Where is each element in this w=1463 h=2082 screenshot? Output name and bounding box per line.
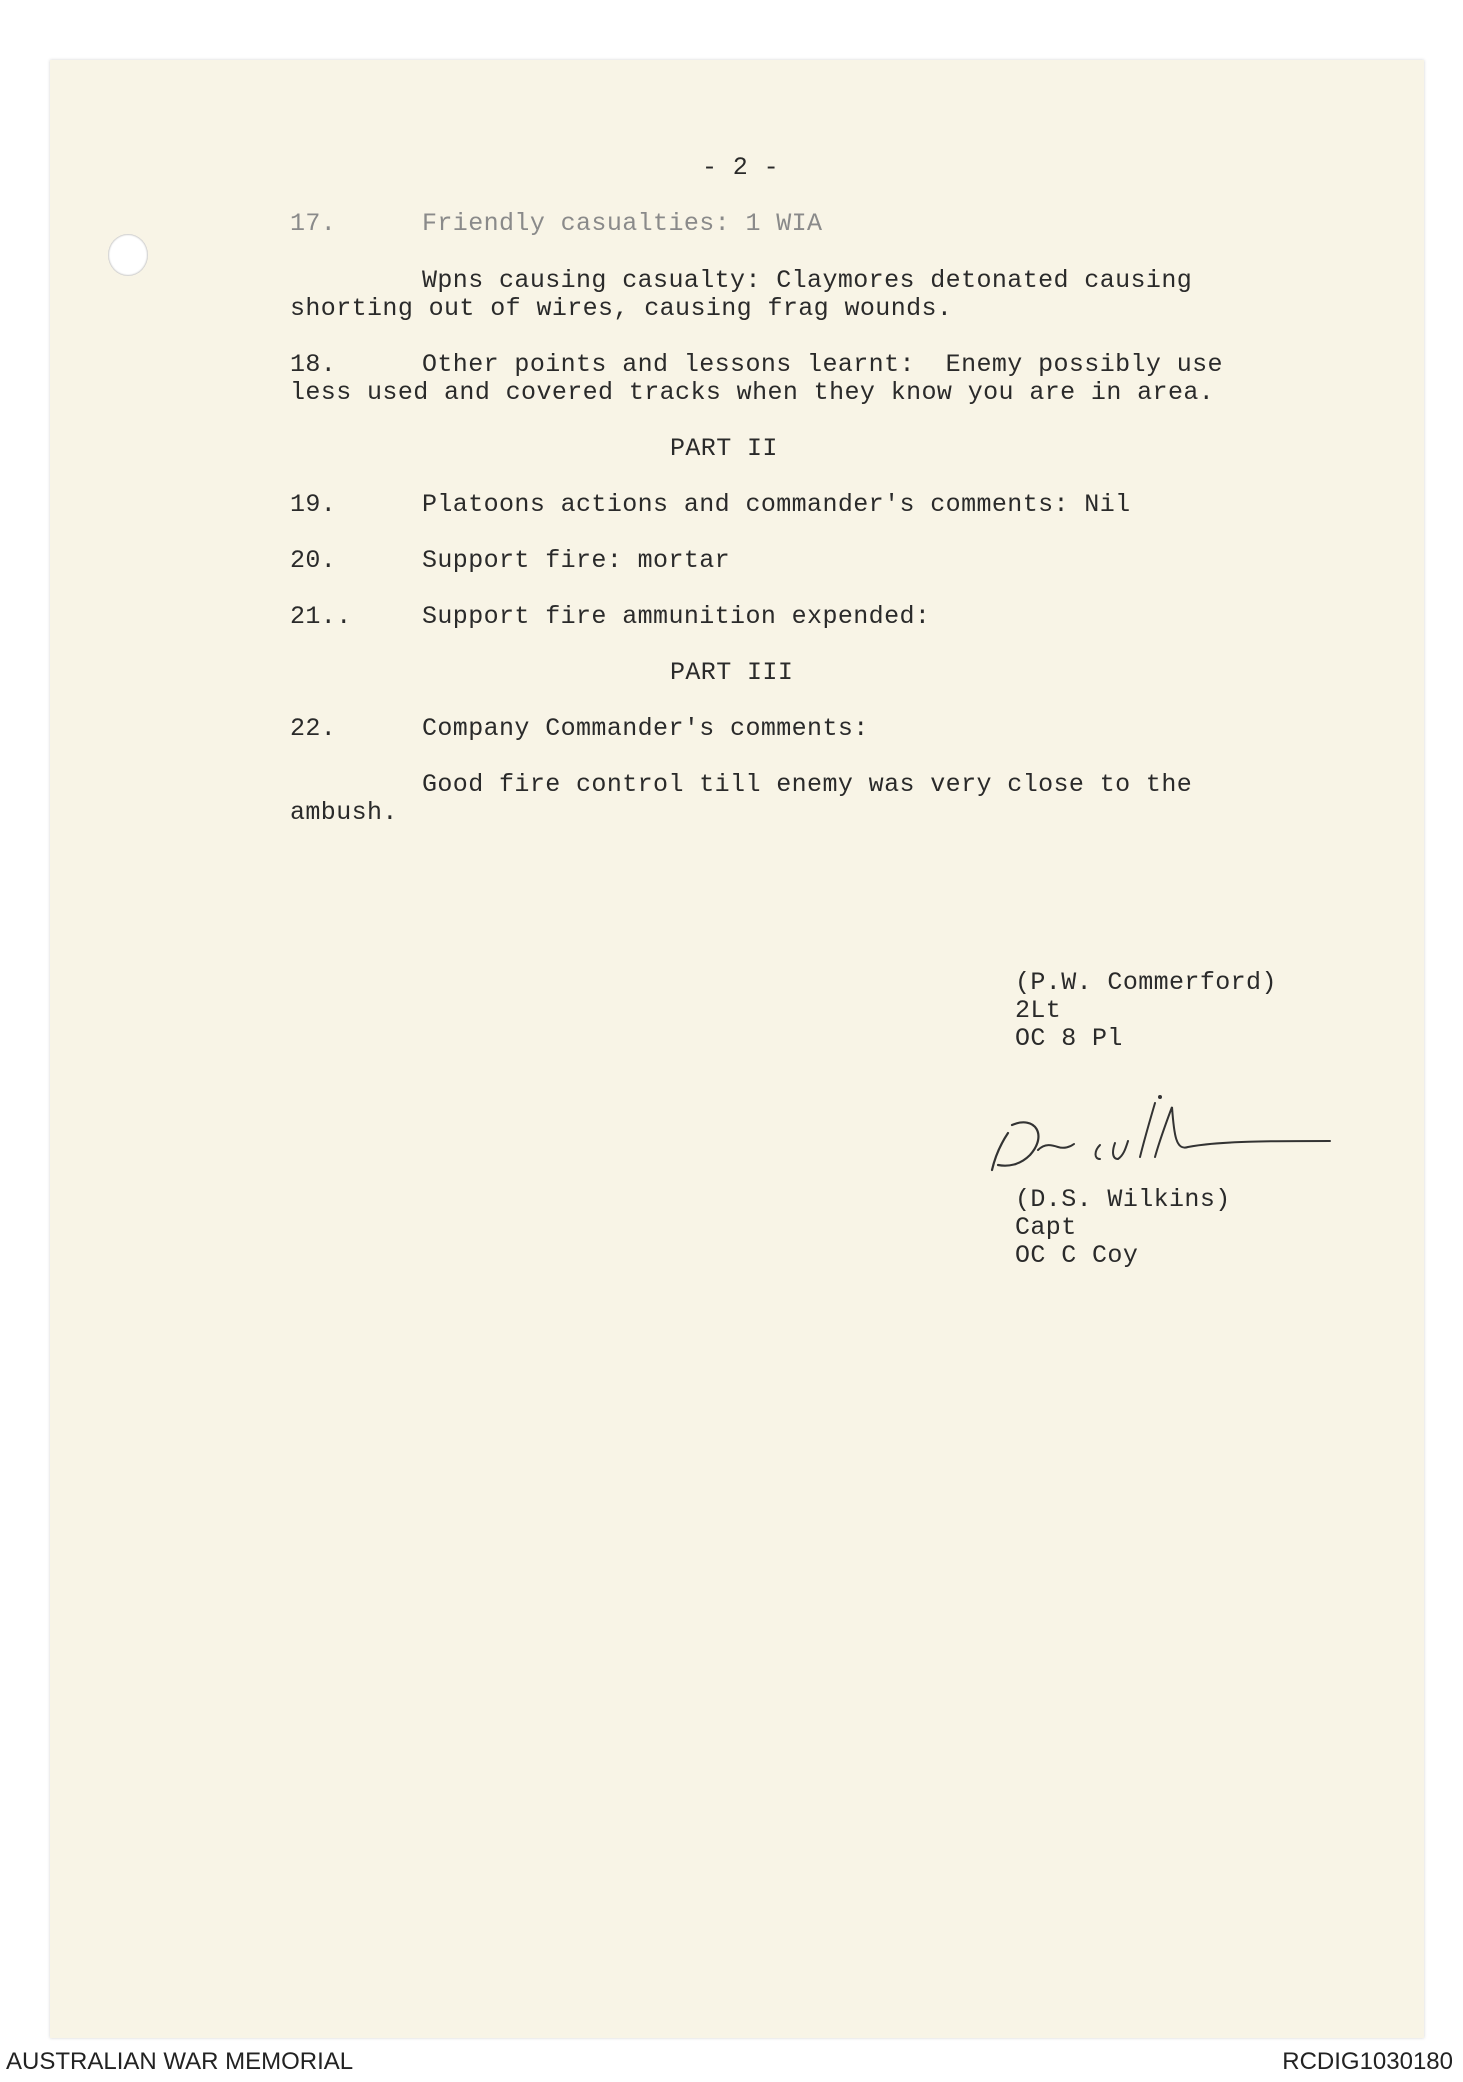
item-text-21: Support fire ammunition expended:	[422, 602, 931, 631]
item-number-19: 19.	[290, 490, 337, 519]
item-number-22: 22.	[290, 714, 337, 743]
handwritten-signature	[990, 1095, 1340, 1185]
signatory-2-rank: Capt	[1015, 1213, 1077, 1242]
part-3-heading: PART III	[670, 658, 794, 687]
item-text-18-line-2: less used and covered tracks when they know you are in area.	[290, 378, 1215, 407]
item-number-21: 21..	[290, 602, 352, 631]
punch-hole	[108, 234, 148, 276]
casualty-weapons-line-1: Wpns causing casualty: Claymores detonated causing	[422, 266, 1193, 295]
item-text-19: Platoons actions and commander's comments: Nil	[422, 490, 1131, 519]
signatory-2-name: (D.S. Wilkins)	[1015, 1185, 1231, 1214]
signatory-1-appointment: OC 8 Pl	[1015, 1024, 1123, 1053]
item-text-18-line-1: Other points and lessons learnt: Enemy possibly use	[422, 350, 1223, 379]
casualty-weapons-line-2: shorting out of wires, causing frag wounds.	[290, 294, 953, 323]
part-2-heading: PART II	[670, 434, 778, 463]
item-number-18: 18.	[290, 350, 337, 379]
page-number: - 2 -	[702, 153, 780, 182]
commander-comment-line-2: ambush.	[290, 798, 398, 827]
signatory-1-name: (P.W. Commerford)	[1015, 968, 1277, 997]
item-number-17: 17.	[290, 209, 337, 238]
commander-comment-line-1: Good fire control till enemy was very close to the	[422, 770, 1193, 799]
signatory-2-appointment: OC C Coy	[1015, 1241, 1139, 1270]
archive-caption-right: RCDIG1030180	[1282, 2048, 1453, 2075]
signatory-1-rank: 2Lt	[1015, 996, 1062, 1025]
item-text-20: Support fire: mortar	[422, 546, 731, 575]
item-text-17: Friendly casualties: 1 WIA	[422, 209, 823, 238]
item-text-22: Company Commander's comments:	[422, 714, 869, 743]
archive-caption-left: AUSTRALIAN WAR MEMORIAL	[6, 2048, 354, 2075]
item-number-20: 20.	[290, 546, 337, 575]
